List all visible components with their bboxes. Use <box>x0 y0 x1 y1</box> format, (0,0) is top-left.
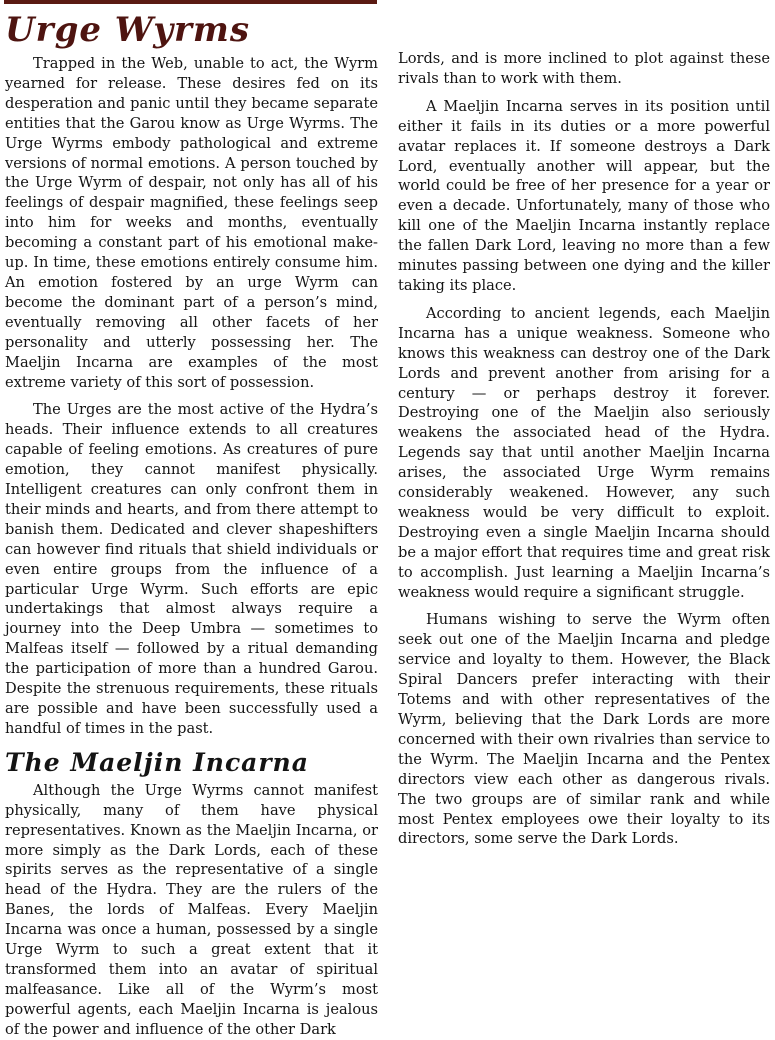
right-column <box>398 49 770 849</box>
paragraph: Lords, and is more inclined to plot against these rivals than to work with them. <box>398 50 770 87</box>
left-column <box>5 8 378 1040</box>
paragraph: Trapped in the Web, unable to act, the Wyrm yearned for release. These desires fed on its desperation and panic until they became separate entities that the Garou know as Urge Wyrms. The Urge Wyrms embody pathological and extreme versions of normal emotions. A person touched by the Urge Wyrm of despair, not only has all of his feelings of despair magnified, these feelings seep into him for weeks and months, eventually becoming a constant part of his emotional make-up. In time, these emotions entirely consume him. An emotion fostered by an urge Wyrm can become the dominant part of a person’s mind, eventually removing all other facets of her personality and utterly possessing her. The Maeljin Incarna are examples of the most extreme variety of this sort of possession. <box>5 55 378 391</box>
heading-urge-wyrms: Urge Wyrms <box>5 10 251 50</box>
paragraph: A Maeljin Incarna serves in its position until either it fails in its duties or a more powerful avatar replaces it. If someone destroys a Dark Lord, eventually another will appear, but the world could be free of her presence for a year or even a decade. Unfortunately, many of those who kill one of the Maeljin Incarna instantly replace the fallen Dark Lord, leaving no more than a few minutes passing between one dying and the killer taking its place. <box>398 97 770 294</box>
paragraph: The Urges are the most active of the Hydra’s heads. Their influence extends to all creatures capable of feeling emotions. As creatures of pure emotion, they cannot manifest physically. Intelligent creatures can only confront them in their minds and hearts, and from there attempt to banish them. Dedicated and clever shapeshifters can however find rituals that shield individuals or even entire groups from the influence of a particular Urge Wyrm. Such efforts are epic undertakings that almost always require a journey into the Deep Umbra — sometimes to Malfeas itself — followed by a ritual demanding the participation of more than a hundred Garou. Despite the strenuous requirements, these rituals are possible and have been successfully used a handful of times in the past. <box>5 401 378 737</box>
heading-maeljin-incarna: The Maeljin Incarna <box>5 747 309 777</box>
paragraph: Humans wishing to serve the Wyrm often seek out one of the Maeljin Incarna and pledge service and loyalty to them. However, the Black Spiral Dancers prefer interacting with their Totems and with other representatives of the Wyrm, believing that the Dark Lords are more concerned with their own rivalries than service to the Wyrm. The Maeljin Incarna and the Pentex directors view each other as dangerous rivals. The two groups are of similar rank and while most Pentex employees owe their loyalty to its directors, some serve the Dark Lords. <box>398 611 770 848</box>
paragraph: Although the Urge Wyrms cannot manifest physically, many of them have physical representatives. Known as the Maeljin Incarna, or more simply as the Dark Lords, each of these spirits serves as the representative of a single head of the Hydra. They are the rulers of the Banes, the lords of Malfeas. Every Maeljin Incarna was once a human, possessed by a single Urge Wyrm to such a great extent that it transformed them into an avatar of spiritual malfeasance. Like all of the Wyrm’s most powerful agents, each Maeljin Incarna is jealous of the power and influence of the other Dark <box>5 781 378 1038</box>
paragraph: According to ancient legends, each Maeljin Incarna has a unique weakness. Someone who knows this weakness can destroy one of the Dark Lords and prevent another from arising for a century — or perhaps destroy it forever. Destroying one of the Maeljin also seriously weakens the associated head of the Hydra. Legends say that until another Maeljin Incarna arises, the associated Urge Wyrm remains considerably weakened. However, any such weakness would be very difficult to exploit. Destroying even a single Maeljin Incarna should be a major effort that requires time and great risk to accomplish. Just learning a Maeljin Incarna’s weakness would require a significant struggle. <box>398 304 770 601</box>
header-rule <box>4 0 377 4</box>
